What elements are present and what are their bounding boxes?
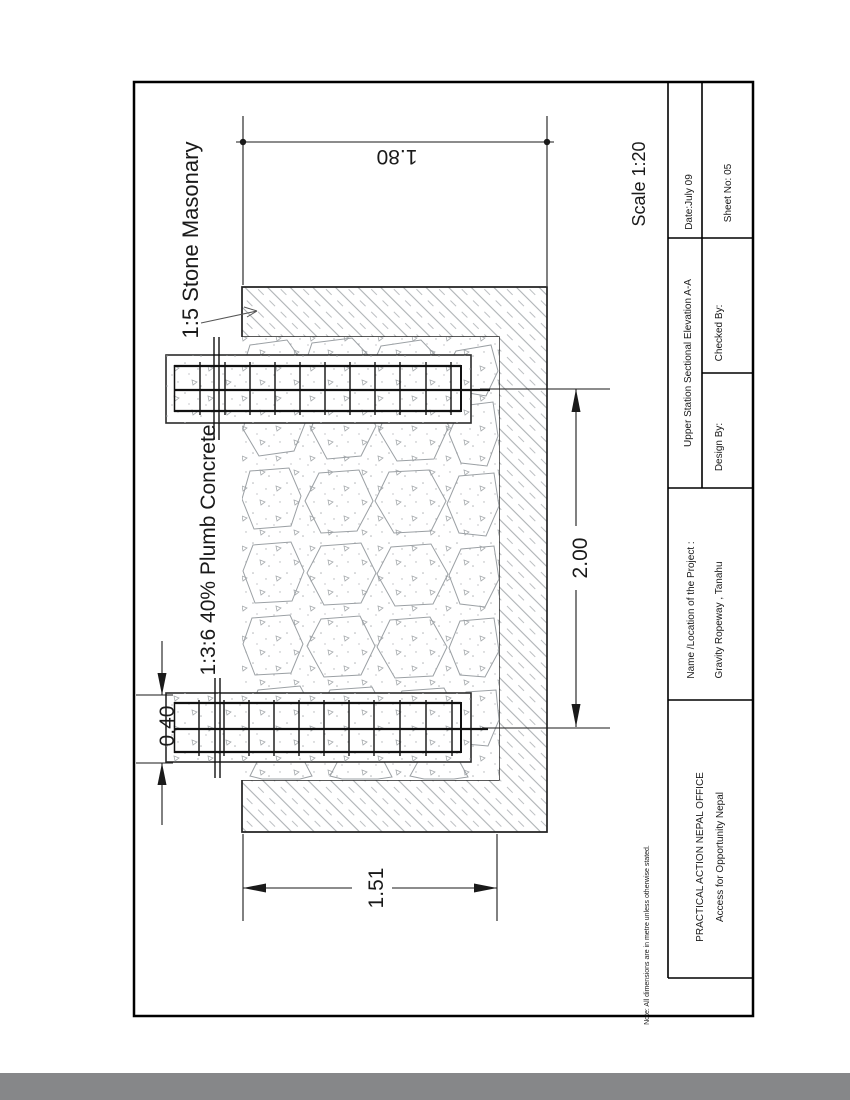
dimension-inner-width-text: 1.51 — [365, 867, 388, 909]
dimension-wall-thickness-text: 0.40 — [156, 705, 179, 747]
title-block-sheet-no: Sheet No: 05 — [723, 163, 734, 223]
title-block-org-tagline: Access for Opportunity Nepal — [715, 791, 726, 923]
title-block-design-by: Design By: — [714, 422, 725, 472]
dimensions-note: Note: All dimensions are in metre unless otherwise stated. — [644, 845, 651, 1025]
title-block-project-label: Name /Location of the Project : — [686, 541, 697, 679]
title-block-date: Date:July 09 — [684, 174, 695, 230]
dimension-outer-width-text: 1.80 — [376, 145, 418, 168]
dimension-wall-spacing-text: 2.00 — [569, 537, 592, 579]
stone-masonry-label: 1:5 Stone Masonary — [178, 141, 203, 339]
title-block-project-name: Gravity Ropeway , Tanahu — [714, 561, 725, 679]
title-block-org-name: PRACTICAL ACTION NEPAL OFFICE — [695, 772, 706, 942]
title-block-checked-by: Checked By: — [714, 304, 725, 362]
title-block-drawing-title: Upper Station Sectional Elevation A-A — [683, 279, 694, 447]
scale-label: Scale 1:20 — [629, 141, 649, 227]
dimension-outer-width — [236, 116, 554, 286]
title-block-grid — [668, 82, 753, 978]
plumb-concrete-label: 1:3:6 40% Plumb Concrete — [197, 424, 220, 676]
viewer-footer-bar — [0, 1073, 850, 1100]
